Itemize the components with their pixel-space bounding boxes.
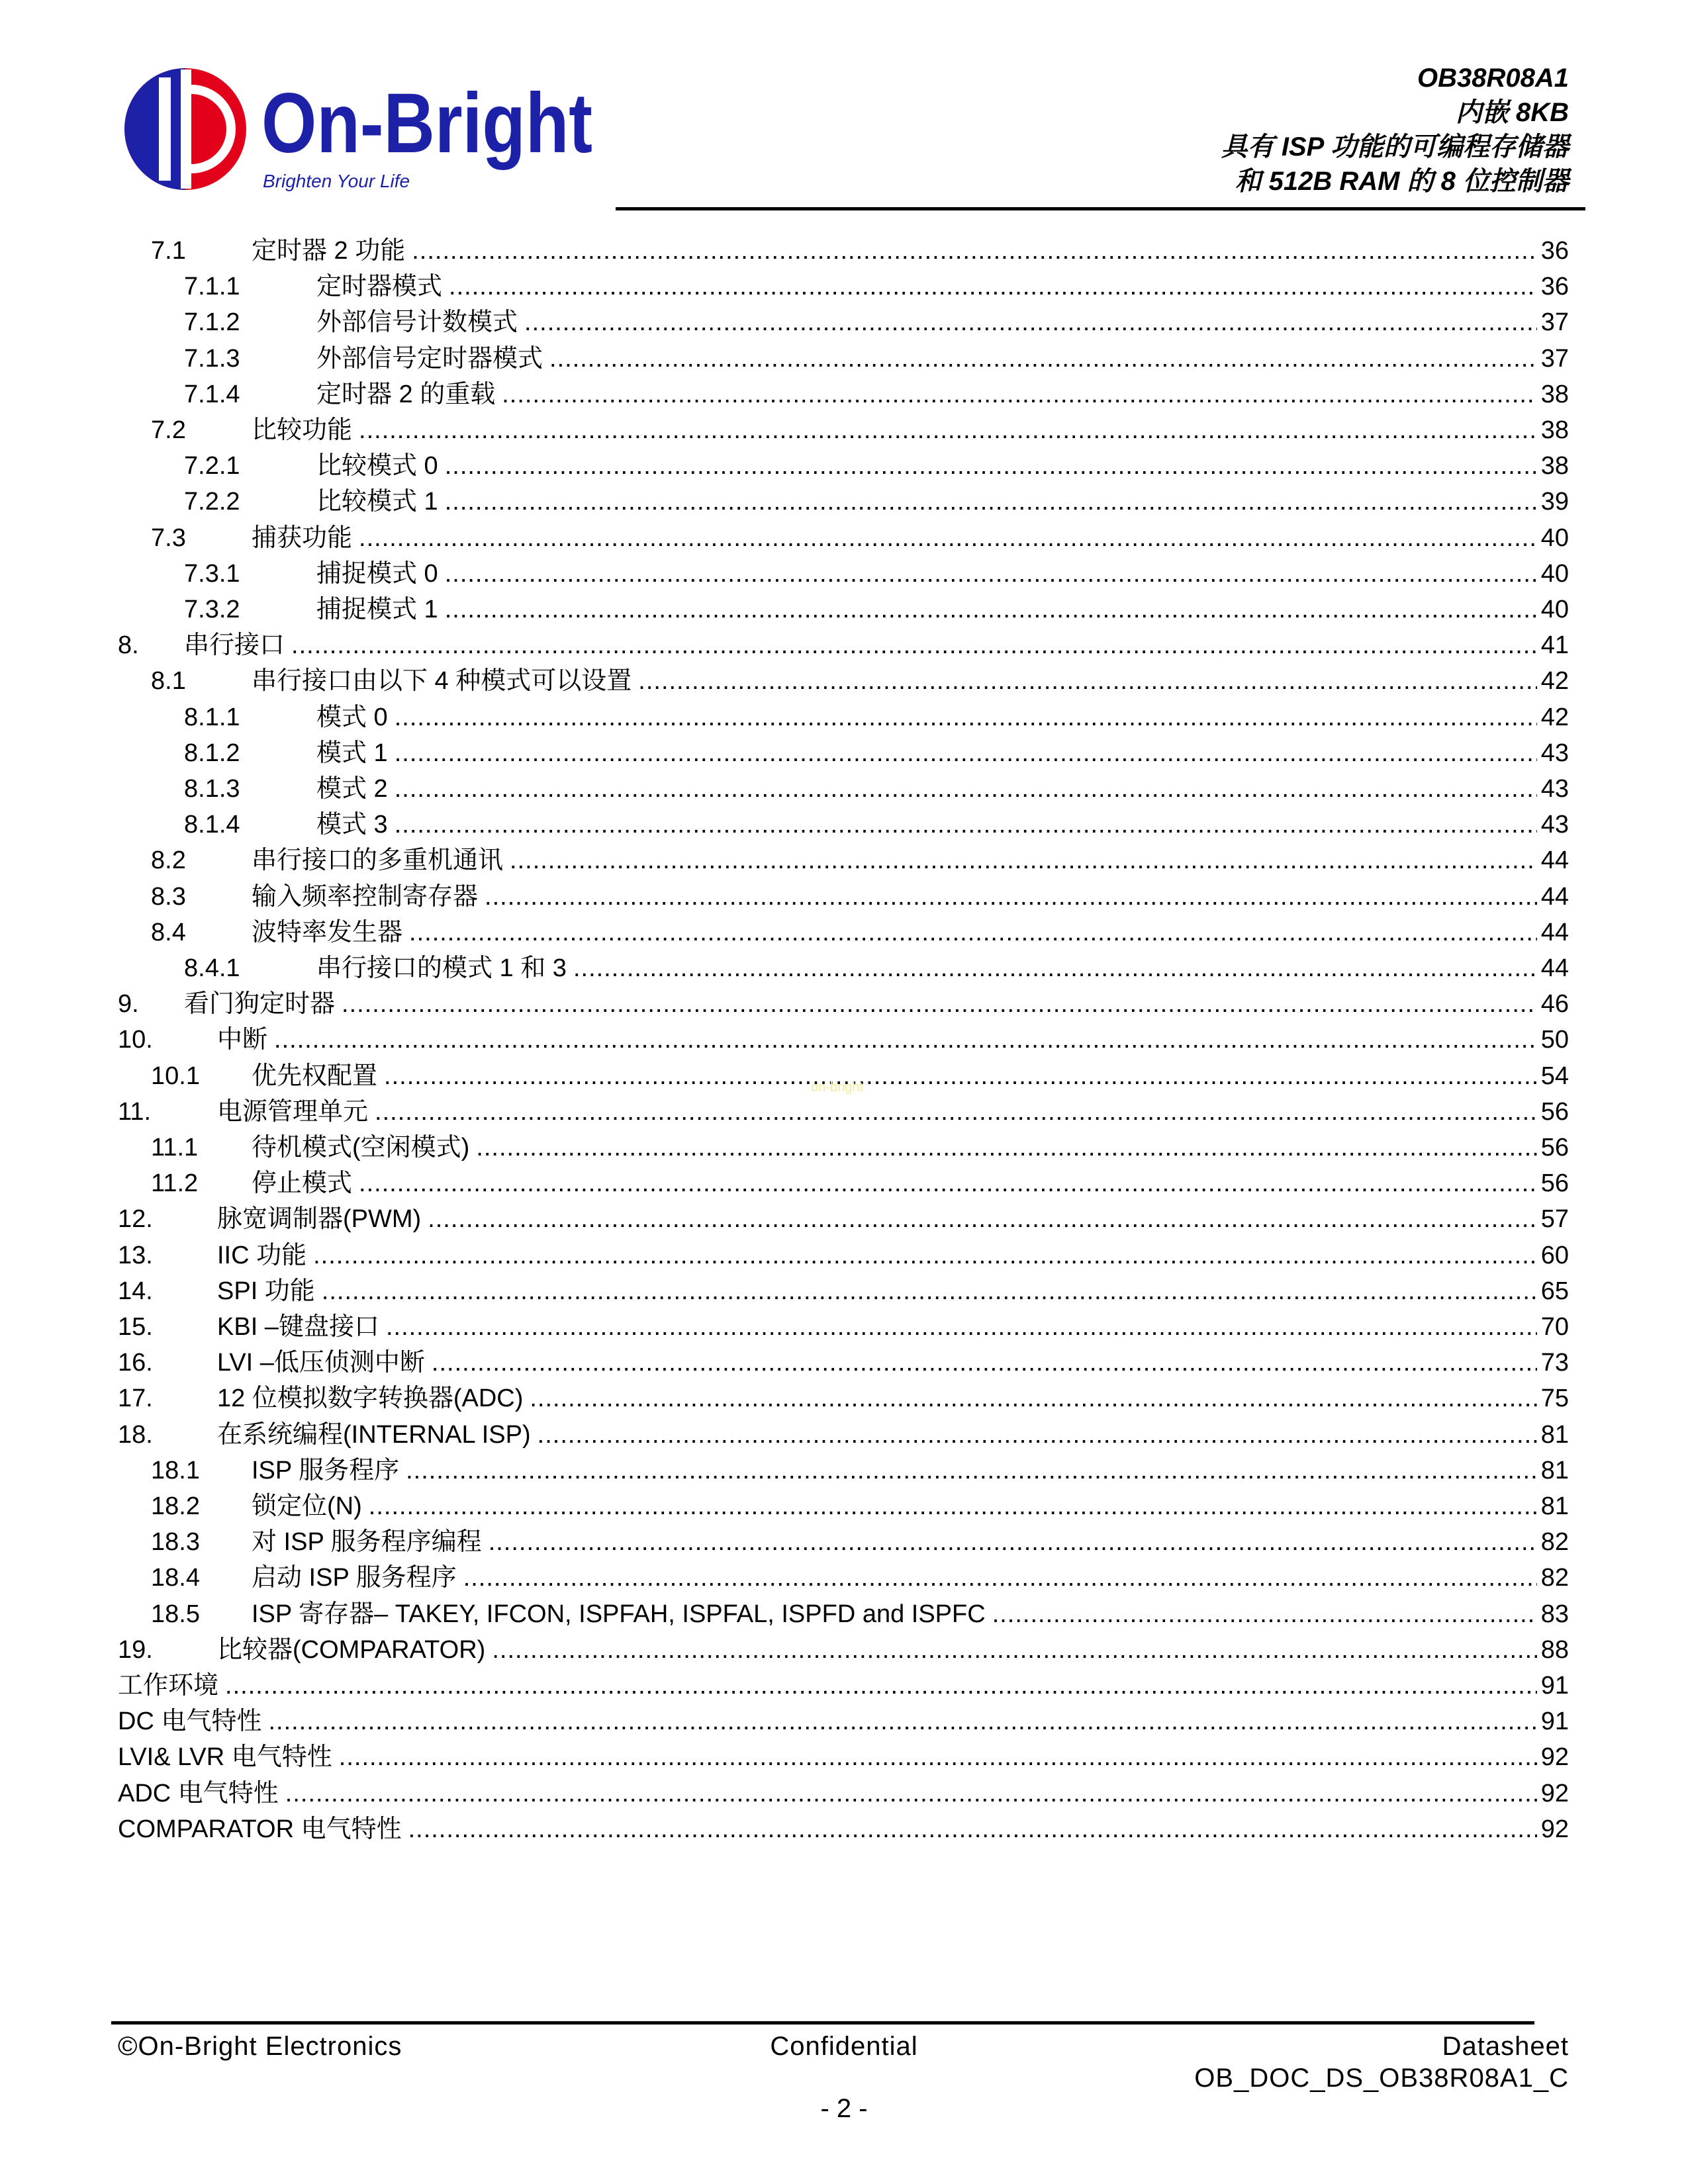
toc-entry-title: 串行接口的模式 1 和 3 xyxy=(316,954,567,982)
toc-entry-page: 43 xyxy=(1540,739,1569,767)
toc-entry[interactable] xyxy=(151,520,1569,556)
toc-entry-title: 启动 ISP 服务程序 xyxy=(252,1564,457,1592)
toc-entry[interactable] xyxy=(184,592,1569,627)
toc-entry-number: 18.1 xyxy=(151,1457,200,1484)
toc-entry-page: 91 xyxy=(1540,1707,1569,1735)
toc-dot-leader xyxy=(285,1776,1537,1811)
toc-entry[interactable] xyxy=(184,269,1569,304)
toc-entry[interactable] xyxy=(151,1560,1569,1596)
toc-entry-page: 37 xyxy=(1540,308,1569,336)
toc-entry-page: 40 xyxy=(1540,524,1569,552)
toc-dot-leader xyxy=(408,1811,1537,1847)
toc-entry-title: 捕获功能 xyxy=(252,524,353,552)
toc-entry-number: 7.2.2 xyxy=(184,488,240,516)
toc-dot-leader xyxy=(375,1094,1537,1130)
toc-entry-number: 14. xyxy=(118,1277,153,1305)
toc-entry-page: 70 xyxy=(1540,1313,1569,1341)
toc-entry-number: 18.3 xyxy=(151,1528,200,1556)
toc-dot-leader xyxy=(485,879,1537,915)
toc-entry[interactable] xyxy=(184,377,1569,412)
toc-entry-page: 56 xyxy=(1540,1134,1569,1161)
toc-dot-leader xyxy=(524,304,1537,340)
toc-entry-number: 19. xyxy=(118,1636,153,1664)
toc-entry-number: 8.2 xyxy=(151,846,186,874)
toc-dot-leader xyxy=(395,700,1537,735)
toc-entry[interactable] xyxy=(184,807,1569,842)
header-line-3: 具有 ISP 功能的可编程存储器 xyxy=(1221,132,1569,161)
toc-entry-title: 比较模式 0 xyxy=(316,452,438,480)
toc-entry-title: 电源管理单元 xyxy=(217,1098,369,1126)
toc-entry-title: 待机模式(空闲模式) xyxy=(252,1134,470,1161)
toc-entry-page: 40 xyxy=(1540,596,1569,623)
footer-divider xyxy=(111,2021,1534,2025)
toc-entry-title: SPI 功能 xyxy=(217,1277,315,1305)
toc-dot-leader xyxy=(549,341,1537,377)
toc-entry-number: 18. xyxy=(118,1421,153,1449)
toc-entry[interactable] xyxy=(151,412,1569,448)
toc-dot-leader xyxy=(386,1309,1537,1345)
toc-entry-title: 定时器模式 xyxy=(316,273,443,300)
toc-entry-title: 定时器 2 的重载 xyxy=(316,381,496,408)
toc-entry[interactable] xyxy=(118,1094,1569,1130)
toc-entry-page: 36 xyxy=(1540,273,1569,300)
toc-dot-leader xyxy=(489,1524,1537,1560)
toc-dot-leader xyxy=(445,592,1537,627)
toc-entry[interactable] xyxy=(184,556,1569,592)
toc-dot-leader xyxy=(395,807,1537,842)
toc-entry-number: 18.5 xyxy=(151,1600,200,1628)
toc-entry-page: 75 xyxy=(1540,1385,1569,1412)
toc-entry-page: 56 xyxy=(1540,1169,1569,1197)
toc-entry[interactable] xyxy=(118,1345,1569,1381)
toc-entry[interactable] xyxy=(118,1201,1569,1237)
toc-entry[interactable] xyxy=(184,735,1569,771)
toc-entry-title: DC 电气特性 xyxy=(118,1707,262,1735)
toc-entry[interactable] xyxy=(151,1524,1569,1560)
footer-confidential: Confidential xyxy=(770,2032,918,2061)
toc-entry-page: 56 xyxy=(1540,1098,1569,1126)
toc-entry-page: 39 xyxy=(1540,488,1569,516)
toc-entry-title: ISP 服务程序 xyxy=(252,1457,400,1484)
toc-entry-title: 12 位模拟数字转换器(ADC) xyxy=(217,1385,524,1412)
toc-entry-title: 捕捉模式 0 xyxy=(316,560,438,588)
toc-entry-page: 38 xyxy=(1540,416,1569,444)
toc-entry[interactable] xyxy=(184,700,1569,735)
toc-entry-title: 比较器(COMPARATOR) xyxy=(217,1636,486,1664)
toc-entry-number: 8.1.4 xyxy=(184,811,240,839)
toc-entry-title: 定时器 2 功能 xyxy=(252,237,406,265)
toc-dot-leader xyxy=(395,771,1537,807)
toc-dot-leader xyxy=(463,1560,1537,1596)
logo-tagline: Brighten Your Life xyxy=(263,171,410,191)
document-header xyxy=(1221,61,1569,199)
toc-entry-number: 7.3.2 xyxy=(184,596,240,623)
footer-doc-id: OB_DOC_DS_OB38R08A1_C xyxy=(1194,2064,1569,2093)
footer-doc-info xyxy=(1194,2030,1569,2094)
toc-dot-leader xyxy=(291,627,1537,663)
toc-entry-number: 15. xyxy=(118,1313,153,1341)
toc-entry-page: 91 xyxy=(1540,1672,1569,1700)
toc-entry-number: 10. xyxy=(118,1026,153,1054)
toc-entry-number: 8.1 xyxy=(151,667,186,695)
toc-entry[interactable] xyxy=(184,341,1569,377)
footer-doc-type: Datasheet xyxy=(1442,2032,1569,2061)
toc-entry[interactable] xyxy=(118,986,1569,1022)
toc-dot-leader xyxy=(342,986,1537,1022)
toc-entry-page: 42 xyxy=(1540,704,1569,731)
toc-dot-leader xyxy=(369,1488,1537,1524)
toc-entry-number: 8.3 xyxy=(151,883,186,911)
toc-dot-leader xyxy=(322,1273,1537,1309)
toc-entry-number: 8. xyxy=(118,631,139,659)
toc-dot-leader xyxy=(339,1739,1537,1775)
toc-dot-leader xyxy=(445,484,1537,520)
toc-entry[interactable] xyxy=(151,233,1569,269)
toc-entry-number: 18.2 xyxy=(151,1492,200,1520)
toc-entry-title: 优先权配置 xyxy=(252,1062,378,1090)
toc-dot-leader xyxy=(384,1058,1537,1094)
toc-dot-leader xyxy=(313,1238,1537,1273)
toc-entry[interactable] xyxy=(184,304,1569,340)
toc-entry[interactable] xyxy=(184,484,1569,520)
toc-entry-number: 7.2 xyxy=(151,416,186,444)
toc-entry[interactable] xyxy=(118,1776,1569,1811)
toc-entry-page: 50 xyxy=(1540,1026,1569,1054)
toc-entry-number: 16. xyxy=(118,1349,153,1377)
toc-entry-title: 模式 2 xyxy=(316,775,388,803)
toc-entry-title: 输入频率控制寄存器 xyxy=(252,883,479,911)
toc-entry-number: 17. xyxy=(118,1385,153,1412)
toc-dot-leader xyxy=(449,269,1537,304)
toc-entry-number: 7.1.2 xyxy=(184,308,240,336)
toc-entry-title: KBI –键盘接口 xyxy=(217,1313,379,1341)
toc-dot-leader xyxy=(412,233,1536,269)
toc-entry-page: 81 xyxy=(1540,1457,1569,1484)
toc-entry-page: 41 xyxy=(1540,631,1569,659)
toc-dot-leader xyxy=(409,915,1537,950)
toc-entry-title: 捕捉模式 1 xyxy=(316,596,438,623)
toc-entry[interactable] xyxy=(184,950,1569,986)
toc-entry-title: LVI –低压侦测中断 xyxy=(217,1349,425,1377)
toc-entry[interactable] xyxy=(151,663,1569,699)
toc-entry-page: 92 xyxy=(1540,1743,1569,1771)
header-line-2: 内嵌 8KB xyxy=(1455,98,1569,127)
toc-entry[interactable] xyxy=(118,1811,1569,1847)
toc-entry-page: 88 xyxy=(1540,1636,1569,1664)
toc-entry[interactable] xyxy=(118,627,1569,663)
toc-entry-page: 82 xyxy=(1540,1528,1569,1556)
toc-entry[interactable] xyxy=(184,771,1569,807)
toc-entry-page: 92 xyxy=(1540,1780,1569,1807)
toc-entry-title: 外部信号定时器模式 xyxy=(316,345,543,373)
toc-dot-leader xyxy=(573,950,1537,986)
toc-dot-leader xyxy=(268,1704,1536,1739)
toc-entry[interactable] xyxy=(118,1309,1569,1345)
toc-entry-page: 38 xyxy=(1540,452,1569,480)
toc-entry-title: 停止模式 xyxy=(252,1169,353,1197)
toc-entry[interactable] xyxy=(184,448,1569,484)
toc-entry-title: 在系统编程(INTERNAL ISP) xyxy=(217,1421,531,1449)
toc-dot-leader xyxy=(359,412,1537,448)
toc-dot-leader xyxy=(428,1201,1537,1237)
toc-entry-page: 60 xyxy=(1540,1242,1569,1269)
toc-dot-leader xyxy=(538,1417,1537,1453)
toc-entry-number: 12. xyxy=(118,1205,153,1233)
toc-entry-page: 38 xyxy=(1540,381,1569,408)
toc-entry[interactable] xyxy=(151,1596,1569,1632)
toc-entry-number: 7.1 xyxy=(151,237,186,265)
toc-dot-leader xyxy=(406,1453,1537,1488)
toc-entry[interactable] xyxy=(118,1739,1569,1775)
toc-entry[interactable] xyxy=(118,1022,1569,1058)
toc-dot-leader xyxy=(432,1345,1537,1381)
toc-entry[interactable] xyxy=(151,1453,1569,1488)
model-number: OB38R08A1 xyxy=(1417,64,1569,93)
company-logo xyxy=(122,63,599,202)
toc-entry-number: 7.1.4 xyxy=(184,381,240,408)
toc-dot-leader xyxy=(359,520,1537,556)
toc-entry-page: 65 xyxy=(1540,1277,1569,1305)
toc-entry-page: 44 xyxy=(1540,883,1569,911)
toc-entry-number: 7.1.1 xyxy=(184,273,240,300)
toc-dot-leader xyxy=(638,663,1536,699)
toc-entry[interactable] xyxy=(118,1273,1569,1309)
toc-entry-title: IIC 功能 xyxy=(217,1242,307,1269)
toc-entry-number: 9. xyxy=(118,990,139,1018)
toc-dot-leader xyxy=(476,1130,1536,1165)
toc-entry-page: 44 xyxy=(1540,919,1569,946)
header-divider xyxy=(616,207,1585,210)
toc-dot-leader xyxy=(530,1381,1536,1416)
toc-dot-leader xyxy=(510,842,1537,878)
toc-entry[interactable] xyxy=(118,1381,1569,1416)
toc-entry-page: 43 xyxy=(1540,811,1569,839)
logo-wordmark: On-Bright xyxy=(261,76,592,171)
toc-entry-page: 81 xyxy=(1540,1492,1569,1520)
toc-entry-number: 7.3.1 xyxy=(184,560,240,588)
toc-entry-page: 54 xyxy=(1540,1062,1569,1090)
toc-entry-title: 模式 0 xyxy=(316,704,388,731)
toc-entry-number: 7.3 xyxy=(151,524,186,552)
toc-entry-page: 81 xyxy=(1540,1421,1569,1449)
toc-entry-title: 外部信号计数模式 xyxy=(316,308,518,336)
toc-entry-page: 42 xyxy=(1540,667,1569,695)
toc-entry[interactable] xyxy=(118,1632,1569,1668)
toc-entry-title: LVI& LVR 电气特性 xyxy=(118,1743,332,1771)
toc-dot-leader xyxy=(274,1022,1537,1058)
toc-entry-page: 82 xyxy=(1540,1564,1569,1592)
toc-entry-number: 11.2 xyxy=(151,1169,199,1197)
toc-entry-title: 波特率发生器 xyxy=(252,919,403,946)
toc-entry[interactable] xyxy=(151,842,1569,878)
toc-entry-number: 10.1 xyxy=(151,1062,200,1090)
toc-entry-page: 46 xyxy=(1540,990,1569,1018)
toc-entry-title: 串行接口的多重机通讯 xyxy=(252,846,504,874)
toc-entry-title: COMPARATOR 电气特性 xyxy=(118,1815,402,1843)
toc-entry-page: 36 xyxy=(1540,237,1569,265)
toc-entry-page: 37 xyxy=(1540,345,1569,373)
toc-entry-title: 串行接口 xyxy=(184,631,285,659)
toc-entry-number: 7.2.1 xyxy=(184,452,240,480)
toc-entry-title: 脉宽调制器(PWM) xyxy=(217,1205,422,1233)
toc-entry-title: 工作环境 xyxy=(118,1672,219,1700)
toc-entry-number: 8.4.1 xyxy=(184,954,240,982)
toc-entry-number: 13. xyxy=(118,1242,153,1269)
toc-entry-page: 83 xyxy=(1540,1600,1569,1628)
toc-entry-page: 40 xyxy=(1540,560,1569,588)
toc-dot-leader xyxy=(359,1165,1537,1201)
toc-entry[interactable] xyxy=(118,1668,1569,1704)
toc-entry-number: 8.1.1 xyxy=(184,704,240,731)
footer-copyright: ©On-Bright Electronics xyxy=(118,2032,402,2061)
toc-entry[interactable] xyxy=(118,1417,1569,1453)
watermark: on-bright xyxy=(811,1080,863,1095)
header-line-4: 和 512B RAM 的 8 位控制器 xyxy=(1235,167,1569,196)
toc-entry-page: 73 xyxy=(1540,1349,1569,1377)
toc-entry-title: 比较模式 1 xyxy=(316,488,438,516)
toc-entry-title: ADC 电气特性 xyxy=(118,1780,279,1807)
toc-entry[interactable] xyxy=(151,915,1569,950)
toc-entry-page: 92 xyxy=(1540,1815,1569,1843)
toc-entry-title: 锁定位(N) xyxy=(252,1492,362,1520)
toc-entry-number: 8.1.2 xyxy=(184,739,240,767)
toc-entry-title: 对 ISP 服务程序编程 xyxy=(252,1528,482,1556)
toc-entry-title: 看门狗定时器 xyxy=(184,990,336,1018)
toc-entry-page: 44 xyxy=(1540,954,1569,982)
toc-dot-leader xyxy=(225,1668,1537,1704)
toc-entry[interactable] xyxy=(151,1130,1569,1165)
toc-entry-number: 7.1.3 xyxy=(184,345,240,373)
toc-entry-number: 8.1.3 xyxy=(184,775,240,803)
toc-entry-number: 11.1 xyxy=(151,1134,199,1161)
toc-entry-page: 43 xyxy=(1540,775,1569,803)
toc-entry[interactable] xyxy=(151,1165,1569,1201)
toc-entry[interactable] xyxy=(118,1704,1569,1739)
toc-dot-leader xyxy=(395,735,1537,771)
toc-dot-leader xyxy=(502,377,1536,412)
toc-entry[interactable] xyxy=(151,879,1569,915)
toc-entry-number: 11. xyxy=(118,1098,152,1126)
toc-dot-leader xyxy=(445,448,1537,484)
toc-entry[interactable] xyxy=(151,1488,1569,1524)
toc-entry-title: 中断 xyxy=(217,1026,268,1054)
toc-dot-leader xyxy=(992,1596,1537,1632)
toc-entry-page: 57 xyxy=(1540,1205,1569,1233)
toc-entry-title: 比较功能 xyxy=(252,416,353,444)
toc-entry-title: ISP 寄存器– TAKEY, IFCON, ISPFAH, ISPFAL, ISPFD and ISPFC xyxy=(252,1600,986,1628)
toc-entry-title: 串行接口由以下 4 种模式可以设置 xyxy=(252,667,632,695)
toc-dot-leader xyxy=(445,556,1537,592)
toc-entry-page: 44 xyxy=(1540,846,1569,874)
toc-entry-number: 8.4 xyxy=(151,919,186,946)
toc-entry-number: 18.4 xyxy=(151,1564,200,1592)
page-number: - 2 - xyxy=(820,2094,868,2123)
toc-entry[interactable] xyxy=(118,1238,1569,1273)
toc-entry-title: 模式 1 xyxy=(316,739,388,767)
toc-entry-title: 模式 3 xyxy=(316,811,388,839)
toc-dot-leader xyxy=(492,1632,1536,1668)
